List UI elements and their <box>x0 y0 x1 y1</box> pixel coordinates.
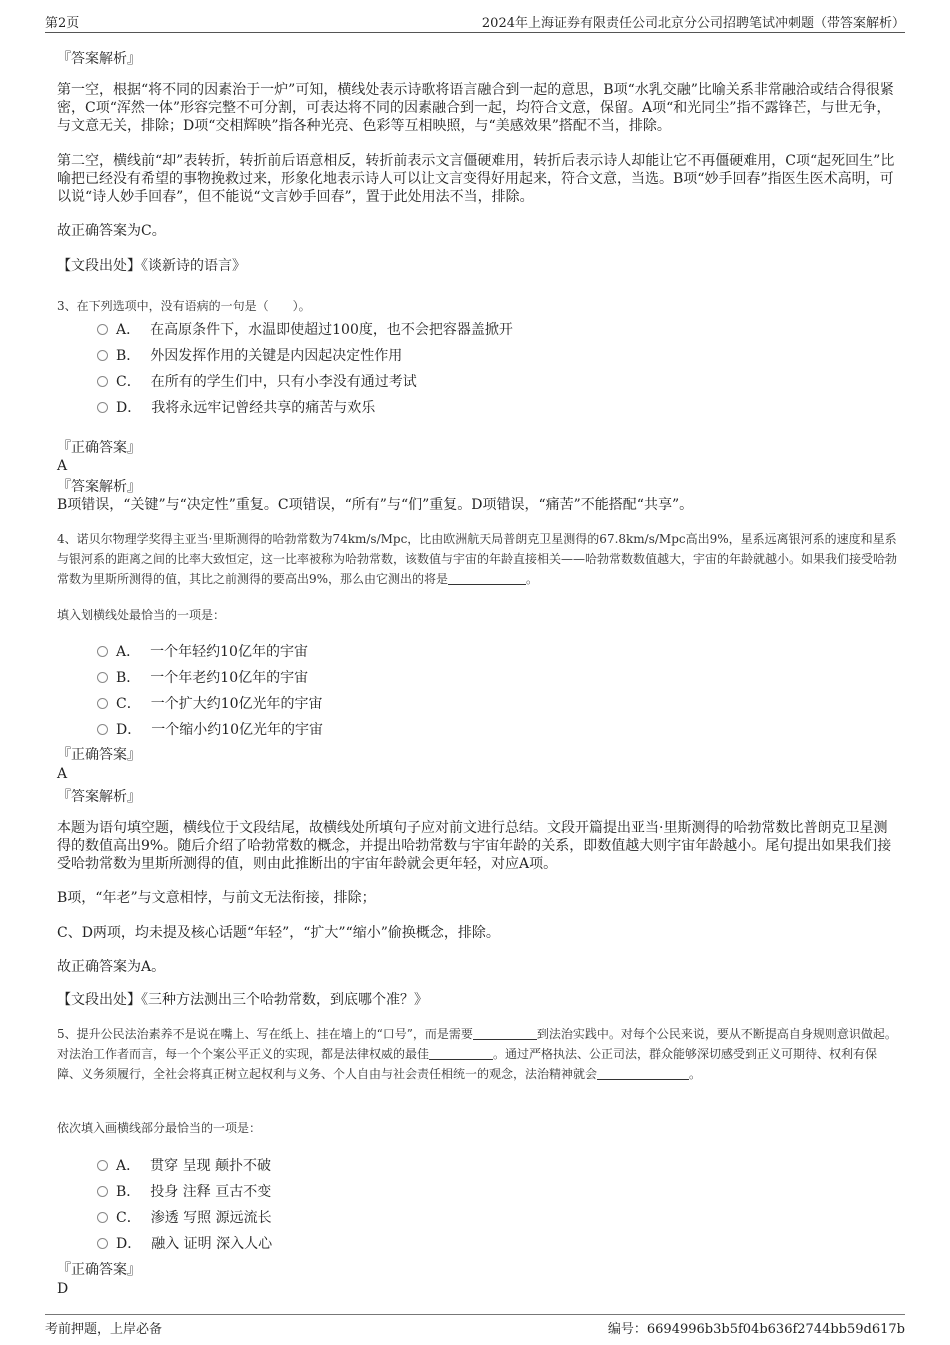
answer-blank-2 <box>429 1046 493 1060</box>
answer-blank-1 <box>473 1026 537 1040</box>
q4-analysis-para2: B项，“年老”与文意相悖，与前文无法衔接，排除； <box>57 890 376 906</box>
q2-conclusion: 故正确答案为C。 <box>57 223 166 239</box>
q4-analysis-para3: C、D两项，均未提及核心话题“年轻”，“扩大”“缩小”偷换概念，排除。 <box>57 925 500 941</box>
radio-icon[interactable] <box>97 1160 108 1171</box>
q2-source: 【文段出处】《谈新诗的语言》 <box>57 258 246 274</box>
q2-analysis-heading: 『答案解析』 <box>57 51 141 67</box>
radio-icon[interactable] <box>97 1186 108 1197</box>
q3-answer-heading: 『正确答案』 <box>57 440 141 456</box>
footer-slogan: 考前押题，上岸必备 <box>45 1322 163 1337</box>
q3-option-c[interactable]: C． 在所有的学生们中，只有小李没有通过考试 <box>97 371 417 391</box>
q4-option-a[interactable]: A． 一个年轻约10亿年的宇宙 <box>97 641 308 661</box>
q4-source: 【文段出处】《三种方法测出三个哈勃常数，到底哪个准？》 <box>57 992 428 1008</box>
page-number: 第2页 <box>45 16 80 31</box>
q5-option-b[interactable]: B． 投身 注释 亘古不变 <box>97 1181 271 1201</box>
q4-analysis-para1: 本题为语句填空题，横线位于文段结尾，故横线处所填句子应对前文进行总结。文段开篇提出亚当·里斯测得的哈勃常数比普朗克卫星测得的数值高出9%。随后介绍了哈勃常数的概念，并提出哈勃常数与宇宙年龄的关系，即数值越大则宇宙年龄越小。尾句提出如果我们接受哈勃常数为里斯所测得的值，则由此推断出的宇宙年龄就会更年轻，对应A项。 <box>57 820 892 872</box>
radio-icon[interactable] <box>97 724 108 735</box>
answer-blank-3 <box>597 1066 689 1080</box>
q5-prompt: 依次填入画横线部分最恰当的一项是： <box>57 1121 262 1135</box>
q3-option-d[interactable]: D． 我将永远牢记曾经共享的痛苦与欢乐 <box>97 397 375 417</box>
q2-analysis-para1: 第一空，根据“将不同的因素治于一炉”可知，横线处表示诗歌将语言融合到一起的意思，B项“水乳交融”比喻关系非常融洽或结合得很紧密，C项“浑然一体”形容完整不可分割，可表达将不同的因素融合到一起，均符合文意，保留。A项“和光同尘”指不露锋芒，与世无争，与文意无关，排除；D项“交相辉映”指各种光亮、色彩等互相映照，与“美感效果”搭配不当，排除。 <box>57 82 894 134</box>
q3-analysis: B项错误，“关键”与“决定性”重复。C项错误，“所有”与“们”重复。D项错误，“痛苦”不能搭配“共享”。 <box>57 497 694 513</box>
q3-answer: A <box>57 458 68 474</box>
document-code: 编号：6694996b3b5f04b636f2744bb59d617b <box>607 1322 905 1337</box>
radio-icon[interactable] <box>97 1238 108 1249</box>
document-title: 2024年上海证券有限责任公司北京分公司招聘笔试冲刺题（带答案解析） <box>481 16 905 31</box>
q3-option-b[interactable]: B． 外因发挥作用的关键是内因起决定性作用 <box>97 345 402 365</box>
q4-analysis-heading: 『答案解析』 <box>57 789 141 805</box>
q4-answer-heading: 『正确答案』 <box>57 747 141 763</box>
radio-icon[interactable] <box>97 646 108 657</box>
q5-stem: 5、提升公民法治素养不是说在嘴上、写在纸上、挂在墙上的“口号”，而是需要 到法治实践中。对每个公民来说，要从不断提高自身规则意识做起。对法治工作者而言，每一个个案公平正义的实现，都是法律权威的最佳 。通过严格执法、公正司法，群众能够深切感受到正义可期待、权利有保障、义务须履行，全社会将真正树立起权利与义务、个人自由与社会责任相统一的观念，法治精神就会 。 <box>57 1027 897 1081</box>
q3-option-a[interactable]: A． 在高原条件下，水温即使超过100度，也不会把容器盖掀开 <box>97 319 513 339</box>
radio-icon[interactable] <box>97 698 108 709</box>
q5-answer-heading: 『正确答案』 <box>57 1262 141 1278</box>
page-header <box>45 10 905 33</box>
q3-stem: 3、在下列选项中，没有语病的一句是（ ）。 <box>57 299 311 313</box>
page-footer <box>45 1314 905 1335</box>
radio-icon[interactable] <box>97 324 108 335</box>
radio-icon[interactable] <box>97 376 108 387</box>
q5-option-d[interactable]: D． 融入 证明 深入人心 <box>97 1233 272 1253</box>
q2-analysis-para2: 第二空，横线前“却”表转折，转折前后语意相反，转折前表示文言僵硬难用，转折后表示诗人却能让它不再僵硬难用，C项“起死回生”比喻把已经没有希望的事物挽救过来，形象化地表示诗人可以让文言变得好用起来，符合文意，当选。B项“妙手回春”指医生医术高明，可以说“诗人妙手回春”，但不能说“文言妙手回春”，置于此处用法不当，排除。 <box>57 153 895 205</box>
radio-icon[interactable] <box>97 672 108 683</box>
q3-analysis-heading: 『答案解析』 <box>57 479 141 495</box>
radio-icon[interactable] <box>97 402 108 413</box>
q4-conclusion: 故正确答案为A。 <box>57 959 166 975</box>
q5-option-a[interactable]: A． 贯穿 呈现 颠扑不破 <box>97 1155 271 1175</box>
q4-option-d[interactable]: D． 一个缩小约10亿光年的宇宙 <box>97 719 323 739</box>
q5-answer: D <box>57 1281 69 1297</box>
q4-option-c[interactable]: C． 一个扩大约10亿光年的宇宙 <box>97 693 323 713</box>
q4-prompt: 填入划横线处最恰当的一项是： <box>57 608 226 622</box>
radio-icon[interactable] <box>97 1212 108 1223</box>
q5-option-c[interactable]: C． 渗透 写照 源远流长 <box>97 1207 272 1227</box>
answer-blank <box>448 571 526 585</box>
q4-answer: A <box>57 766 68 782</box>
radio-icon[interactable] <box>97 350 108 361</box>
q4-option-b[interactable]: B． 一个年老约10亿年的宇宙 <box>97 667 308 687</box>
q4-stem: 4、诺贝尔物理学奖得主亚当·里斯测得的哈勃常数为74km/s/Mpc，比由欧洲航天局普朗克卫星测得的67.8km/s/Mpc高出9%，星系远离银河系的速度和星系与银河系的距离之间的比率大致恒定，这一比率被称为哈勃常数，该数值与宇宙的年龄直接相关——哈勃常数数值越大，宇宙的年龄就越小。如果我们接受哈勃常数为里斯所测得的值，其比之前测得的要高出9%，那么由它测出的将是 。 <box>57 532 898 586</box>
